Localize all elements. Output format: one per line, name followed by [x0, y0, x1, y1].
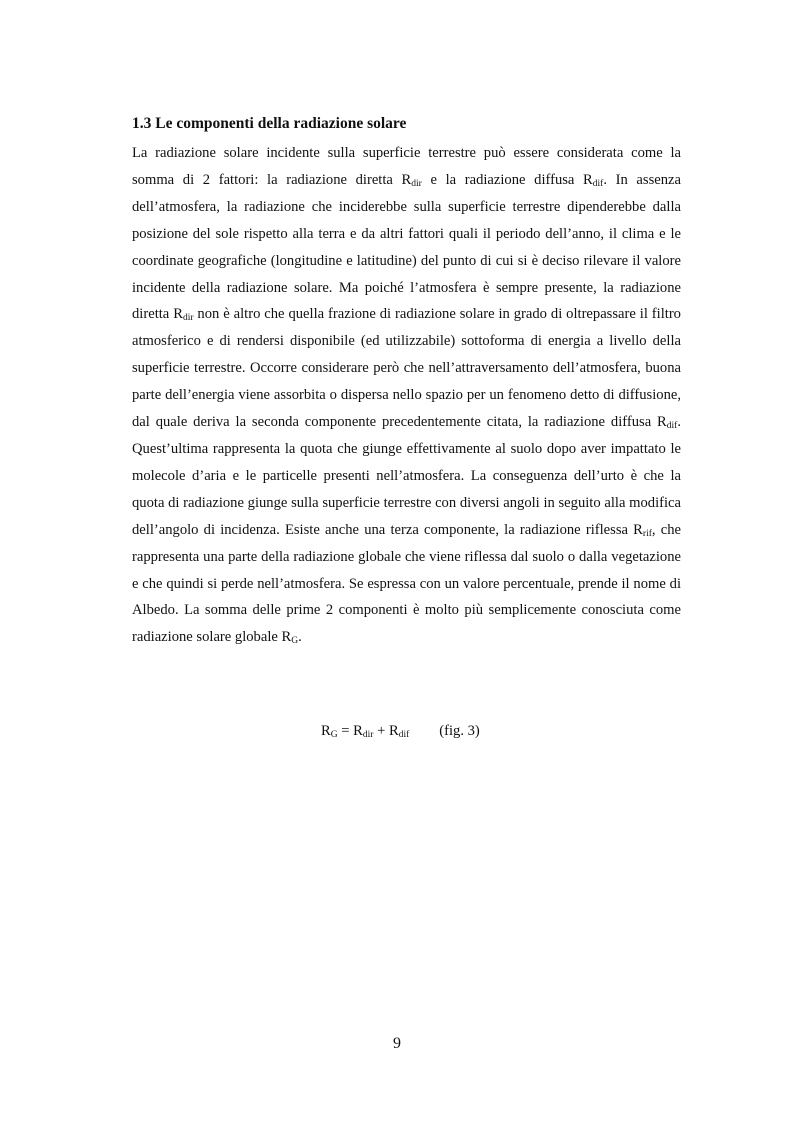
subscript: dif [592, 178, 604, 189]
formula-symbol: R [321, 723, 331, 739]
text-run: non è altro che quella frazione di radiazione solare in grado di oltrepassare il filtro atmosferico e di rendersi disponibile (ed utilizzabile) sottoforma di energia a livello della superficie terrestre. Occorre considerare però che nell’attraversamento dell’atmosfera, buona parte dell’energia viene assorbita o dispersa nello spazio per un fenomeno detto di diffusione, dal quale deriva la seconda componente precedentemente citata, la radiazione diffusa R [132, 306, 681, 431]
text-run: . [298, 629, 302, 646]
subscript: dir [411, 178, 422, 189]
text-run: , che rappresenta una parte della radiazione globale che viene riflessa dal suolo o dalla vegetazione e che quindi si perde nell’atmosfera. Se espressa con un valore percentuale, prende il nome di Albedo. La somma delle prime 2 componenti è molto più semplicemente conosciuta come radiazione solare globale R [132, 521, 681, 646]
subscript: G [291, 636, 299, 647]
subscript: dir [362, 730, 374, 740]
formula-symbol: + R [373, 723, 399, 739]
text-run: . Quest’ultima rappresenta la quota che giunge effettivamente al suolo dopo aver impattato le molecole d’aria e le particelle presenti nell’atmosfera. La conseguenza dell’urto è che la quota di radiazione giunge sulla superficie terrestre con diversi angoli in seguito alla modifica dell’angolo di incidenza. Esiste anche una terza componente, la radiazione riflessa R [132, 414, 681, 538]
subscript: dif [398, 730, 410, 740]
figure-reference: (fig. 3) [439, 723, 480, 739]
subscript: dif [666, 421, 678, 432]
subscript: rif [642, 528, 652, 539]
formula-rg [321, 720, 480, 742]
section-heading: 1.3 Le componenti della radiazione solare [132, 115, 407, 132]
subscript: G [330, 730, 338, 740]
text-run: . In assenza dell’atmosfera, la radiazione che inciderebbe sulla superficie terrestre dipenderebbe dalla posizione del sole rispetto alla terra e da altri fattori quali il periodo dell’anno, il clima e le coordinate geografiche (longitudine e latitudine) del punto di cui si è deciso rilevare il valore incidente della radiazione solare. Ma poiché l’atmosfera è sempre presente, la radiazione diretta R [132, 171, 681, 323]
formula-symbol: = R [337, 723, 363, 739]
page-content [132, 114, 681, 651]
text-run: La radiazione solare incidente sulla superficie terrestre può essere considerata come la somma di 2 fattori: la radiazione diretta R [132, 145, 681, 188]
page-number: 9 [393, 1035, 401, 1052]
subscript: dir [182, 313, 194, 324]
body-paragraph [132, 140, 681, 651]
text-run: e la radiazione diffusa R [421, 171, 593, 188]
